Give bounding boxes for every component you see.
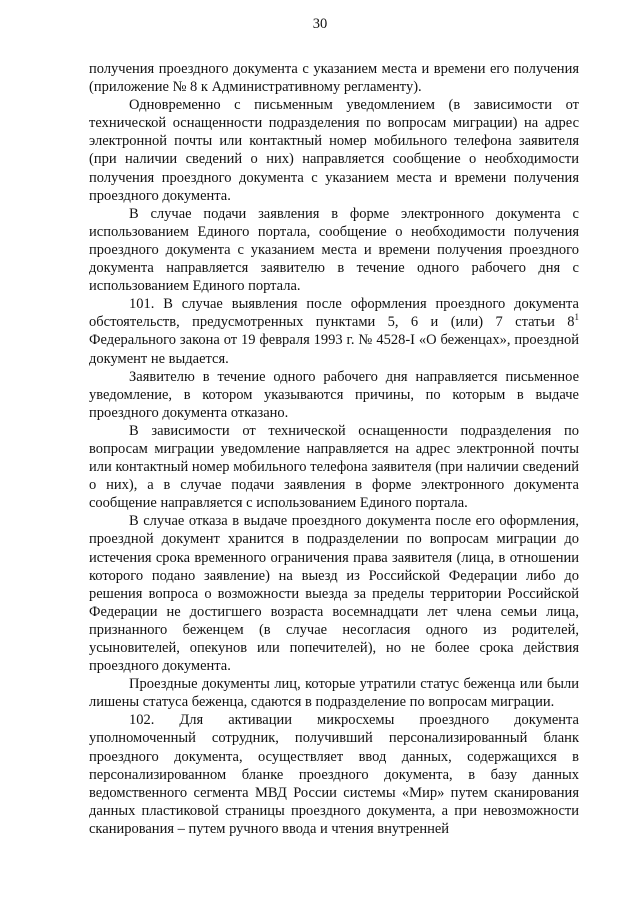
page-number: 30 [312, 16, 328, 32]
paragraph-101 [89, 295, 579, 367]
paragraph-notification-electronic: Одновременно с письменным уведомлением (в зависимости от технической оснащенности подразделения по вопросам миграции) на адрес электронной почты или контактный номер мобильного телефона заявителя (при наличии сведений о них) направляется сообщение о необходимости получения проездного документа с указанием места и времени получения проездного документа. [89, 97, 579, 204]
paragraph-102: 102. Для активации микросхемы проездного документа уполномоченный сотрудник, получивший персонализированный бланк проездного документа, осуществляет ввод данных, содержащихся в персонализированном бланке проездного документа, в базу данных ведомственного сегмента МВД России системы «Мир» путем сканирования данных пластиковой страницы проездного документа, а при невозможности сканирования – путем ручного ввода и чтения внутренней [89, 712, 579, 837]
paragraph-single-portal: В случае подачи заявления в форме электронного документа с использованием Единого портала, сообщение о необходимости получения проездного документа с указанием места и времени получения проездного документа направляется заявителю в течение одного рабочего дня с использованием Единого портала. [89, 205, 579, 295]
paragraph-notice-channels: В зависимости от технической оснащенности подразделения по вопросам миграции уведомление направляется на адрес электронной почты или контактный номер мобильного телефона заявителя (при наличии сведений о них), а в случае подачи заявления в форме электронного документа сообщение направляется с использованием Единого портала. [89, 422, 579, 512]
paragraph-101-text: 101. В случае выявления после оформления проездного документа обстоятельств, предусмотренных пунктами 5, 6 и (или) 7 статьи 8 [89, 296, 579, 331]
paragraph-document-storage: В случае отказа в выдаче проездного документа после его оформления, проездной документ хранится в подразделении по вопросам миграции до истечения срока временного ограничения права заявителя (лица, в отношении которого подано заявление) на выезд из Российской Федерации либо до решения вопроса о возможности выезда за пределы территории Российской Федерации не достигшего возраста восемнадцати лет члена семьи лица, признанного беженцем (в случае несогласия одного из родителей, усыновителей, опекунов или попечителей), но не более срока действия проездного документа. [89, 513, 579, 675]
paragraph-lost-status: Проездные документы лиц, которые утратили статус беженца или были лишены статуса беженца, сдаются в подразделение по вопросам миграции. [89, 676, 579, 711]
paragraph-refusal-notice: Заявителю в течение одного рабочего дня направляется письменное уведомление, в котором указываются причины, по которым в выдаче проездного документа отказано. [89, 368, 579, 421]
paragraph-continuation: получения проездного документа с указанием места и времени его получения (приложение № 8 к Административному регламенту). [89, 61, 579, 96]
paragraph-101-text-end: Федерального закона от 19 февраля 1993 г. № 4528-I «О беженцах», проездной документ не выдается. [89, 332, 579, 367]
article-superscript: 1 [574, 312, 579, 323]
document-body [89, 60, 579, 838]
